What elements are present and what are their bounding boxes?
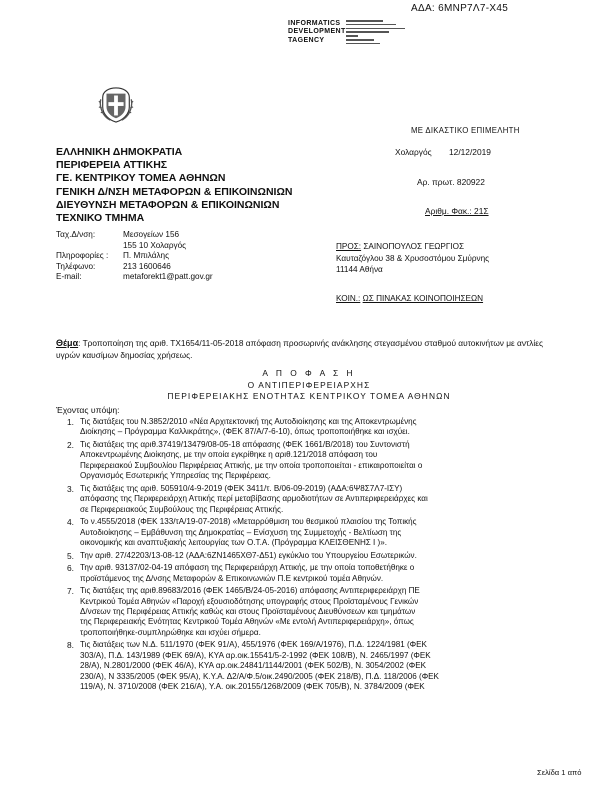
list-item-line: Δ/νσεων της Περιφέρειας Αττικής καθώς και στους Προϊσταμένους Διευθύνσεων και τμημάτων [80, 607, 416, 617]
gov-line: ΤΕΧΝΙΚΟ ΤΜΗΜΑ [56, 212, 145, 225]
list-item-number: 6. [67, 563, 74, 574]
list-item-line: Την αριθ. 27/42203/13-08-12 (ΑΔΑ:6ΖΝ1465ΧΘ7-Δ51) εγκύκλιο του Υπουργείου Εσωτερικών. [80, 550, 417, 560]
ida-logo-line: DEVELOPMENT [288, 28, 346, 36]
list-item-line: Τις διατάξεις της αριθ.37419/13479/08-05-18 απόφασης (ΦΕΚ 1661/Β/2018) του Συντονιστή [80, 440, 410, 449]
gov-line: ΓΕ. ΚΕΝΤΡΙΚΟΥ ΤΟΜΕΑ ΑΘΗΝΩΝ [56, 172, 226, 185]
list-item-number: 4. [67, 517, 74, 528]
gov-line: ΓΕΝΙΚΗ Δ/ΝΣΗ ΜΕΤΑΦΟΡΩΝ & ΕΠΙΚΟΙΝΩΝΙΩΝ [56, 185, 293, 198]
list-item [56, 551, 566, 561]
cc-value: ΩΣ ΠΙΝΑΚΑΣ ΚΟΙΝΟΠΟΙΗΣΕΩΝ [362, 294, 484, 303]
sender-value: Π. Μπιλάλης [123, 251, 170, 260]
ida-logo-line: TAGENCY [288, 36, 325, 44]
list-item [56, 640, 566, 692]
list-item-text [80, 640, 566, 692]
cc-label: ΚΟΙΝ.: [336, 294, 361, 303]
web-posted-note: ΜΕ ΔΙΚΑΣΤΙΚΟ ΕΠΙΜΕΛΗΤΗ [411, 126, 520, 135]
list-item-number: 5. [67, 550, 74, 561]
list-item-line: Κεντρικού Τομέα Αθηνών «Παροχή εξουσιοδότησης υπογραφής στους Προϊσταμένους Γενικών [80, 596, 419, 606]
list-item [56, 563, 566, 584]
decision-subtitle: Ο ΑΝΤΙΠΕΡΙΦΕΡΕΙΑΡΧΗΣ [247, 380, 371, 390]
list-item-line: Τις διατάξεις του Ν.3852/2010 «Νέα Αρχιτεκτονική της Αυτοδιοίκησης και της Αποκεντρωμένης [80, 417, 417, 426]
list-item-text [80, 417, 566, 438]
ada-code: ΑΔΑ: 6ΜΝΡ7Λ7-Χ45 [411, 3, 509, 14]
subject-text: : Τροποποίηση της αριθ. ΤΧ1654/11-05-2018 απόφαση προσωρινής ανάκλησης στεγασμένου σταθμού αυτοκινήτων με αντλίες υγρών καυσίμων δημοσίας χρήσεως. [56, 338, 543, 361]
ida-fine-print [346, 20, 408, 46]
subject [56, 337, 566, 362]
ida-logo-line: INFORMATICS [288, 20, 341, 27]
government-header [56, 146, 292, 225]
list-item-line: Το ν.4555/2018 (ΦΕΚ 133/τΑ/19-07-2018) «Μεταρρύθμιση του θεσμικού πλαισίου της Τοπικής [80, 517, 417, 527]
list-item-line: Αποκεντρωμένης Διοίκησης, με την οποία εγκρίθηκε η αριθ.121/2018 απόφαση του [80, 450, 378, 460]
list-item-text [80, 440, 566, 482]
gov-line: ΕΛΛΗΝΙΚΗ ΔΗΜΟΚΡΑΤΙΑ [56, 146, 183, 158]
list-item-line: προϊστάμενος της Δ/νσης Μεταφορών & Επικοινωνιών Π.Ε κεντρικού τομέα Αθηνών. [80, 573, 384, 583]
having-considered: Έχοντας υπόψη: [56, 405, 120, 415]
decision-subtitle: ΠΕΡΙΦΕΡΕΙΑΚΗΣ ΕΝΟΤΗΤΑΣ ΚΕΝΤΡΙΚΟΥ ΤΟΜΕΑ ΑΘΗΝΩΝ [167, 391, 451, 401]
protocol-number: Αρ. πρωτ. 820922 [417, 177, 485, 187]
list-item-line: Τις διατάξεις της αριθ. 505910/4-9-2019 (ΦΕΚ 3411/τ. Β/06-09-2019) (ΑΔΑ:6Ψ8Σ7Λ7-ΙΣΥ) [80, 483, 403, 493]
gov-line: ΠΕΡΙΦΕΡΕΙΑ ΑΤΤΙΚΗΣ [56, 159, 168, 172]
decision-title: Α Π Ο Φ Α Σ Η [262, 368, 356, 378]
recipient-label: ΠΡΟΣ: [336, 242, 362, 251]
sender-label [56, 241, 123, 252]
recipient-address: Καυταζόγλου 38 & Χρυσοστόμου Σμύρνης [336, 253, 490, 263]
list-item-text [80, 517, 566, 548]
list-item-number: 1. [67, 417, 74, 427]
list-item-text [80, 563, 566, 584]
list-item-text [80, 551, 566, 561]
list-item-line: της Περιφερειακής Ενότητας Κεντρικού Τομέα Αθηνών «Με εντολή Αντιπεριφερειάρχη», όπως [80, 617, 414, 627]
sender-label: Πληροφορίες : [56, 251, 109, 260]
list-item-text [80, 484, 566, 515]
date: 12/12/2019 [449, 147, 491, 157]
list-item [56, 417, 566, 438]
sender-label: Τηλέφωνο: [56, 261, 96, 271]
cc-block [336, 294, 483, 304]
list-item-line: 303/Α), Π.Δ. 143/1989 (ΦΕΚ 69/Α), ΚΥΑ αρ.οικ.15541/5-2-1992 (ΦΕΚ 108/Β), Ν. 2465/1997 (ΦΕΚ [80, 650, 431, 660]
sender-block [56, 230, 213, 283]
list-item-line: Αυτοδιοίκησης – Εμβάθυνση της Δημοκρατίας – Ενίσχυση της Συμμετοχής - Βελτίωση της [80, 527, 402, 537]
recipient-address: 11144 Αθήνα [336, 265, 383, 274]
sender-value: 213 1600646 [123, 261, 171, 271]
list-item [56, 440, 566, 482]
list-item-line: 28/Α), Ν.2801/2000 (ΦΕΚ 46/Α), ΚΥΑ αρ.οικ.24841/1144/2001 (ΦΕΚ 502/Β), Ν. 3054/2002 (ΦΕΚ [80, 661, 427, 671]
list-item-line: σε Περιφερειακούς Συμβούλους της Περιφέρειας Αττικής. [80, 504, 284, 514]
list-item-number: 7. [67, 586, 74, 597]
file-number: Αριθμ. Φακ.: 21Σ [425, 206, 489, 216]
list-item-line: Οργανισμός Εσωτερικής Υπηρεσίας της Περιφέρειας. [80, 471, 271, 481]
sender-value: 155 10 Χολαργός [123, 240, 187, 250]
list-item-number: 2. [67, 440, 74, 450]
recipient-name: ΣΑΙΝΟΠΟΥΛΟΣ ΓΕΩΡΓΙΟΣ [363, 242, 465, 251]
greek-coat-of-arms-icon [97, 86, 135, 124]
list-item-text [80, 586, 566, 638]
list-item-line: Τις διατάξεις της αριθ.89683/2016 (ΦΕΚ 1465/Β/24-05-2016) απόφασης Αντιπεριφερειάρχη ΠΕ [80, 586, 420, 596]
gov-line: ΔΙΕΥΘΥΝΣΗ ΜΕΤΑΦΟΡΩΝ & ΕΠΙΚΟΙΝΩΝΙΩΝ [56, 198, 280, 211]
list-item [56, 586, 566, 638]
list-item-line: 119/Α), Ν. 3710/2008 (ΦΕΚ 216/Α), Υ.Α. οικ.20155/1268/2009 (ΦΕΚ 705/Β), Ν. 3784/2009 (ΦΕΚ [80, 682, 425, 692]
sender-label: Ταχ.Δ/νση: [56, 230, 96, 239]
sender-email[interactable]: metaforekt1@patt.gov.gr [123, 272, 213, 281]
list-item-line: απόφασης της Περιφερειάρχη Αττικής περί μεταβίβασης αρμοδιοτήτων σε Αντιπεριφερειάρχες και [80, 494, 428, 504]
recipient-block [336, 241, 489, 276]
considerations-list [56, 417, 566, 695]
sender-value: Μεσογείων 156 [123, 230, 180, 239]
list-item-line: οικονομικής και αναπτυξιακής λειτουργίας των Ο.Τ.Α. (Πρόγραμμα ΚΛΕΙΣΘΕΝΗΣ Ι )». [80, 538, 387, 548]
list-item-number: 3. [67, 483, 74, 494]
list-item-line: 230/Α), Ν 3335/2005 (ΦΕΚ 95/Α), Κ.Υ.Α. Δ2/Α/Φ.5/οικ.2490/2005 (ΦΕΚ 218/Β), Π.Δ. 118/2006 (ΦΕΚ [80, 671, 439, 681]
list-item-line: Τις διατάξεις των Ν.Δ. 511/1970 (ΦΕΚ 91/Α), 455/1976 (ΦΕΚ 169/Α/1976), Π.Δ. 1224/1981 (ΦΕΚ [80, 640, 427, 650]
list-item [56, 484, 566, 515]
ida-logo [288, 20, 346, 45]
page-footer: Σελίδα 1 από [537, 768, 582, 777]
list-item [56, 517, 566, 548]
list-item-line: Διοίκησης – Πρόγραμμα Καλλικράτης», (ΦΕΚ 87/Α/7-6-10), όπως τροποποιήθηκε και ισχύει. [80, 427, 410, 437]
place: Χολαργός [395, 147, 432, 157]
sender-label: E-mail: [56, 272, 82, 281]
list-item-number: 8. [67, 640, 74, 651]
list-item-line: τροποποιήθηκε-συμπληρώθηκε και ισχύει σήμερα. [80, 627, 261, 637]
subject-label: Θέμα [56, 338, 79, 348]
list-item-line: Την αριθ. 93137/02-04-19 απόφαση της Περιφερειάρχη Αττικής, με την οποία τοποθετήθηκε ο [80, 563, 415, 573]
list-item-line: Περιφερειακού Συμβουλίου Περιφέρειας Αττικής, με την οποία τροποποιείται - επικαιροποιείται ο [80, 460, 423, 470]
